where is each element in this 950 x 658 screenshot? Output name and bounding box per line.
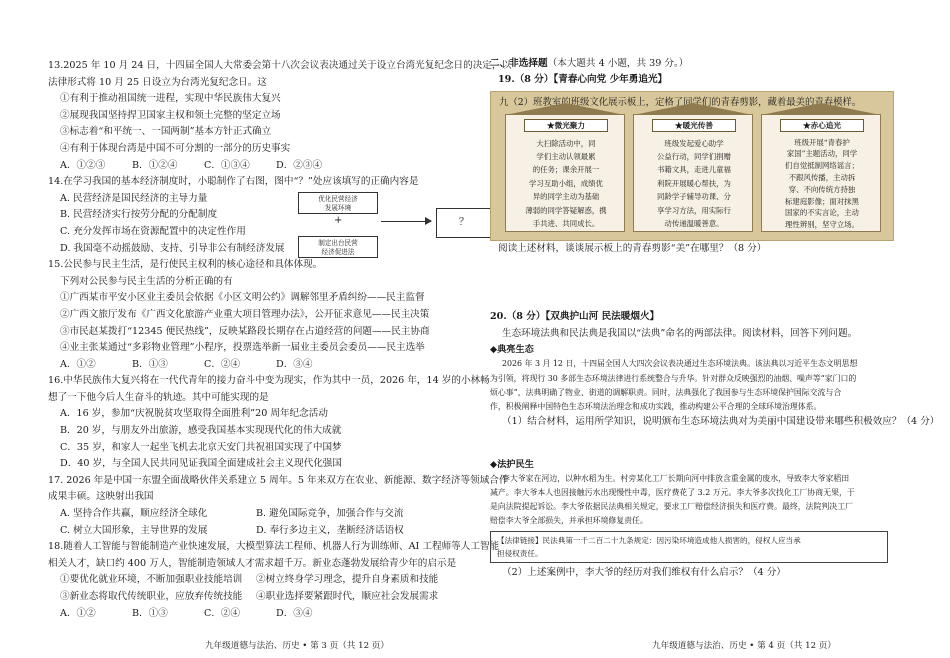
question-19 (490, 72, 900, 257)
q14-stem: 14.在学习我国的基本经济制度时，小聪制作了右图，图中“？”处应该填写的正确内容是 (48, 176, 419, 188)
card-roof (633, 103, 753, 115)
diagram-result-box: ？ (436, 208, 492, 238)
q15-item-1: ①广西某市平安小区业主委员会依据《小区文明公约》调解邻里矛盾纠纷——民主监督 (60, 292, 425, 304)
q20-question-2: （2）上述案例中，李大爷的经历对我们维权有什么启示？（4 分） (502, 566, 786, 578)
q15-options (48, 357, 473, 374)
diagram-box-law-line-1: 制定出台民营 (318, 239, 358, 248)
q14-option-a[interactable]: A. 民营经济是国民经济的主导力量 (60, 192, 208, 204)
q16-option-b[interactable]: B．20 岁，与朋友外出旅游，感受我国基本实现现代化的伟大成就 (60, 425, 342, 437)
q20-material2-line-4: 赔偿李大爷全部损失，并承担环境修复责任。 (490, 516, 648, 526)
q15-item-4: ④业主张某通过“多彩物业管理”小程序，投票选举新一届业主委员会委员——民主选举 (60, 342, 425, 354)
card-tag: ★微光聚力 (524, 119, 608, 132)
q13-stem-line-2: 法律形式将 10 月 25 日设立为台湾光复纪念日。这 (48, 76, 267, 88)
q18-item-4: ④职业选择要紧跟时代，顺应社会发展需求 (256, 591, 439, 602)
q15-option-b[interactable]: B．①③ (132, 358, 168, 370)
q14-option-c[interactable]: C. 充分发挥市场在资源配置中的决定性作用 (60, 225, 246, 237)
q18-option-d[interactable]: D．③④ (276, 607, 313, 619)
card-line: 的任务；课余开展一 (532, 165, 600, 175)
q16-stem-line-1: 16.中华民族伟大复兴将在一代代青年的接力奋斗中变为现实，作为其中一员，2026 年，14 岁的小林畅 (48, 375, 490, 387)
q20-material1-line-2: 为引领，将现行 30 多部生态环境法律进行系统整合与升华。针对群众反映强烈的油烟、噪声等“家门口的 (490, 373, 857, 383)
question-13 (48, 58, 512, 174)
card-line: 班级发起爱心助学 (664, 138, 724, 148)
card-line: 不跟风传播，主动拆 (788, 172, 856, 182)
question-17 (48, 473, 509, 539)
q18-options (48, 606, 473, 623)
diagram-box-law (298, 236, 378, 258)
q17-option-d[interactable]: D. 奉行多边主义，垄断经济话语权 (256, 524, 404, 536)
question-18 (48, 539, 500, 622)
q17-stem-line-2: 成果丰硕。这映射出我国 (48, 491, 154, 503)
card-line: 学习互助小组，成绩优 (529, 178, 603, 188)
question-20 (490, 309, 940, 581)
q18-option-b[interactable]: B．①③ (132, 607, 168, 619)
q13-item-1: ①有利于推动祖国统一进程，实现中华民族伟大复兴 (60, 93, 281, 105)
q16-option-a[interactable]: A．16 岁，参加“庆祝脱贫攻坚取得全面胜利”20 周年纪念活动 (60, 408, 328, 420)
card-line: 穿、不向传统方持独 (788, 184, 856, 194)
page-4-footer: 九年级道德与法治、历史 • 第 4 页（共 12 页） (652, 641, 836, 651)
card-line: 同龄学子辅导功课、分 (657, 192, 731, 202)
q18-item-1: ①要优化就业环境，不断加强职业技能培训 (60, 574, 243, 586)
q20-question-1: （1）结合材料，运用所学知识，说明颁布生态环境法典对为美丽中国建设带来哪些积极效应？（4 分） (502, 416, 940, 428)
section-heading (490, 56, 900, 72)
q18-items-row-1 (48, 572, 473, 589)
card-line: 家国”主题活动，同学 (786, 149, 858, 159)
card-line: 学们主动认领最累 (536, 152, 596, 161)
card-line: 异的同学主动为基础 (532, 192, 600, 202)
card-line: 薄弱的同学答疑解惑，携 (525, 205, 607, 215)
q17-options-row-2 (48, 523, 473, 540)
q15-option-c[interactable]: C．②④ (204, 358, 241, 370)
q13-option-d[interactable]: D．②③④ (276, 159, 323, 171)
question-14 (48, 174, 473, 257)
card-body (768, 137, 876, 231)
card-body (640, 137, 748, 231)
law-link-box (490, 531, 888, 563)
q18-stem-line-2: 相关人才，缺口约 400 万人，智能制造领域人才需求超千万。新业态蓬勃发展给青少年的启示是 (48, 557, 457, 569)
q20-sub-ecology: ◆典亮生态 (490, 344, 534, 356)
q20-material2-line-3: 是向法院提起诉讼。李大爷依据民法典相关规定，要求工厂赔偿经济损失和医疗费。最终，法院判决工厂 (490, 502, 853, 512)
q18-stem-line-1: 18.随着人工智能与智能制造产业快速发展，大模型算法工程师、机器人行为训练师、AI 工程师等人工智能 (48, 541, 500, 553)
q20-answer-space-1[interactable] (490, 431, 900, 457)
card-roof (505, 103, 625, 115)
q14-option-b[interactable]: B. 民营经济实行按劳分配的分配制度 (60, 209, 218, 221)
law-link-line-2: 担侵权责任。 (497, 548, 543, 558)
q13-option-c[interactable]: C．①③④ (204, 159, 250, 171)
q15-option-d[interactable]: D．③④ (276, 358, 313, 370)
q19-head: 19.（8 分）【青春心向党 少年勇追光】 (498, 74, 668, 85)
card-tag: ★暖光传善 (652, 119, 736, 132)
q17-options-row-1 (48, 506, 473, 523)
q16-option-c[interactable]: C．35 岁，和家人一起坐飞机去北京天安门共祝祖国实现了中国梦 (60, 441, 342, 453)
q17-stem-line-1: 17. 2026 年是中国一东盟全面战略伙伴关系建立 5 周年。5 年来双方在农业、新能源、数字经济等领域合作 (48, 474, 509, 486)
law-link-line-1: 【法律链接】民法典第一千二百二十九条规定：因污染环境造成他人损害的，侵权人应当承 (497, 535, 801, 545)
card-line: 动传递温暖善意。 (664, 219, 724, 229)
q20-material1-line-3: 烦心事”，法典明确了物业、街道的调解职责。同时，法典强化了我国参与生态环境保护国际交流与合 (490, 387, 842, 397)
card-body (512, 137, 620, 231)
card-line: 手共进、共同成长。 (532, 219, 600, 229)
q13-options (48, 158, 473, 175)
card-tag: ★赤心追光 (780, 119, 864, 132)
q13-item-2: ②展现我国坚持捍卫国家主权和领土完整的坚定立场 (60, 109, 281, 121)
q19-answer-space[interactable] (490, 257, 900, 309)
q16-stem-line-2: 想了一下他今后人生奋斗的轨迹。其中可能实现的是 (48, 391, 269, 403)
card-line: 国家的不实言论，主动 (785, 208, 859, 218)
arrow-right-icon (381, 221, 431, 222)
q17-option-c[interactable]: C. 树立大国形象，主导世界的发展 (60, 524, 208, 536)
q13-option-b[interactable]: B．①②④ (132, 159, 178, 171)
q18-option-c[interactable]: C．②④ (204, 607, 241, 619)
q20-head: 20.（8 分）【双典护山河 民法暖烟火】 (490, 311, 660, 323)
q19-question: 阅读上述材料，谈谈展示板上的青春剪影“美”在哪里？（8 分） (498, 242, 767, 254)
q17-option-a[interactable]: A. 坚持合作共赢，顺应经济全球化 (60, 508, 208, 520)
q20-material2-line-1: 李大爷家在河边，以种水稻为生。村旁某化工厂长期向河中排放含重金属的废水，导致李大爷家稻田 (502, 473, 850, 483)
q20-sub-livelihood: ◆法护民生 (490, 458, 534, 470)
card-line: 享学习方法，用实际行 (657, 205, 731, 215)
q15-item-2: ②广西文旅厅发布《广西文化旅游产业重大项目管理办法》，公开征求意见——民主决策 (60, 308, 430, 320)
q15-option-a[interactable]: A．①② (60, 358, 96, 370)
q18-item-2: ②树立终身学习理念，提升自身素质和技能 (256, 574, 439, 586)
card-line: 书籍文具，走进儿童福 (657, 165, 731, 175)
q20-intro: 生态环境法典和民法典是我国以“法典”命名的两部法律。阅读材料，回答下列问题。 (502, 327, 858, 339)
page-4 (490, 56, 940, 581)
card-line: 大扫除活动中，同 (536, 138, 596, 148)
q15-stem-line-1: 15.公民参与民主生活，是行使民主权利的核心途径和具体体现。 (48, 259, 323, 271)
diagram-box-optimize-line-1: 优化民营经济 (318, 195, 358, 204)
card-line: 们自觉抵制网络谣言； (785, 161, 859, 171)
card-line: 利院开展暖心帮扶，为 (657, 178, 731, 188)
q13-item-3: ③标志着“和平统一、一国两制”基本方针正式确立 (60, 126, 272, 138)
card-line: 班级开展“青春护 (794, 137, 850, 147)
q18-item-3: ③新业态将取代传统职业，应放弃传统技能 (60, 591, 243, 602)
diagram-box-optimize-line-2: 发展环境 (324, 204, 352, 213)
card-line: 公益行动，同学们捐赠 (657, 152, 731, 161)
q13-item-4: ④有利于体现台湾是中国不可分割的一部分的历史事实 (60, 142, 291, 154)
section-note: （本大题共 4 小题，共 39 分。） (547, 58, 689, 69)
q19-intro: 九（2）班教室的班级文化展示板上，定格了同学们的青春剪影，藏着最美的青春模样。 (499, 96, 862, 108)
q14-diagram (298, 192, 468, 262)
q14-option-d[interactable]: D. 我国毫不动摇鼓励、支持、引导非公有制经济发展 (60, 242, 285, 254)
page-3-footer: 九年级道德与法治、历史 • 第 3 页（共 12 页） (205, 641, 389, 651)
class-display-board (490, 91, 894, 241)
q16-option-d[interactable]: D．40 岁，与全国人民共同见证我国全面建成社会主义现代化强国 (60, 458, 342, 470)
card-chixin (761, 114, 881, 232)
card-weiguang (505, 114, 625, 232)
q20-material1-line-1: 2026 年 3 月 12 日，十四届全国人大四次会议表决通过生态环境法典。该法典以习近平生态文明思想 (502, 359, 858, 369)
q18-items-row-2 (48, 589, 473, 606)
card-nuanguang (633, 114, 753, 232)
diagram-plus: + (334, 215, 343, 227)
q13-option-a[interactable]: A．①②③ (60, 159, 106, 171)
card-line: 理性辨别，坚守立场。 (785, 220, 859, 230)
diagram-box-law-line-2: 经济促进法 (321, 248, 355, 257)
q13-stem-line-1: 13.2025 年 10 月 24 日，十四届全国人大常委会第十八次会议表决通过关于设立台湾光复纪念日的决定，以 (48, 60, 512, 71)
card-roof (761, 103, 881, 115)
question-16 (48, 373, 490, 473)
question-15 (48, 257, 473, 373)
card-line: 标建庭影像；面对抹黑 (785, 196, 859, 206)
q20-material1-line-4: 作，积极阐释中国特色生态环境法治理念和成功实践，推动构建公平合理的全球环境治理体系。 (490, 401, 822, 411)
q20-material2-line-2: 减产。李大爷本人也因接触污水出现慢性中毒，医疗费花了 3.2 万元。李大爷多次找化工厂协商无果，于 (490, 487, 855, 497)
q17-option-b[interactable]: B. 避免国际竞争，加强合作与交流 (256, 508, 404, 520)
q15-item-3: ③市民赵某拨打“12345 便民热线”，反映某路段长期存在占道经营的问题——民主协商 (60, 325, 430, 337)
q18-option-a[interactable]: A．①② (60, 607, 96, 619)
section-title: 二、非选择题 (490, 58, 548, 69)
diagram-box-optimize (298, 192, 378, 214)
q15-stem-line-2: 下列对公民参与民主生活的分析正确的有 (60, 275, 233, 287)
